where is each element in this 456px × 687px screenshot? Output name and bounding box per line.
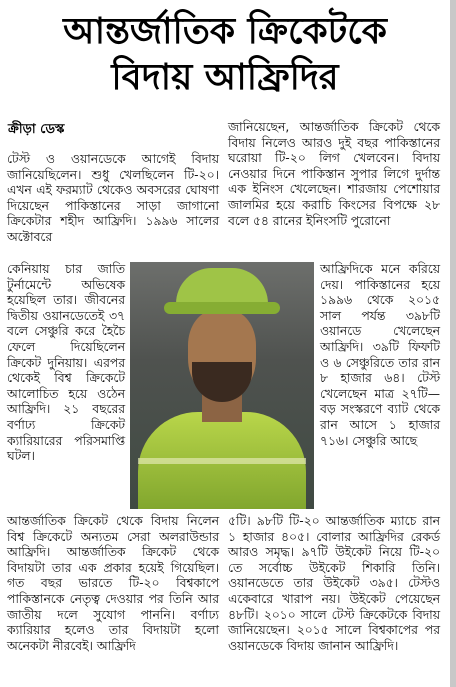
article-right-top xyxy=(228,120,440,229)
article-right-bottom xyxy=(228,514,440,654)
article-paragraph: কেনিয়ায় চার জাতি টুর্নামেন্টে অভিষেক হয়েছিল তার। জীবনের দ্বিতীয় ওয়ানডেতেই ৩৭ বলে সেঞ্চুরি করে হৈচৈ ফেলে দিয়েছিলেন ক্রিকেট দুনিয়ায়। এরপর থেকেই বিশ্ব ক্রিকেটে আলোচিত হয়ে ওঠেন আফ্রিদি। ২১ বছরের বর্ণাঢ্য ক্রিকেট ক্যারিয়ারের পরিসমাপ্তি ঘটল। xyxy=(7,262,125,464)
article-paragraph: জানিয়েছেন, আন্তর্জাতিক ক্রিকেট থেকে বিদায় নিলেও আরও দুই বছর পাকিস্তানের ঘরোয়া টি-২০ লিগ খেলবেন। বিদায় নেওয়ার দিনে পাকিস্তান সুপার লিগে দুর্দান্ত এক ইনিংস খেলেছেন। শারজায় পেশোয়ার জালমির হয়ে করাচি কিংসের বিপক্ষে ২৮ বলে ৫৪ রানের ইনিংসটি পুরোনো xyxy=(228,120,440,228)
article-left-bottom xyxy=(7,514,219,654)
photo-beard xyxy=(192,362,252,402)
article-right-middle xyxy=(320,262,440,449)
page-edge-strip xyxy=(450,0,456,687)
article-paragraph: ৫টি। ৯৮টি টি-২০ আন্তর্জাতিক ম্যাচে রান ১ হাজার ৪০৫। বোলার আফ্রিদির রেকর্ড আরও সমৃদ্ধ। ৯৭টি উইকেট নিয়ে টি-২০ তে সর্বোচ্চ উইকেট শিকারি তিনি। ওয়ানডেতে তার উইকেট ৩৯৫। টেস্টও একেবারে খারাপ নয়। উইকেট পেয়েছেন ৪৮টি। ২০১০ সালে টেস্ট ক্রিকেটকে বিদায় জানিয়েছেন। ২০১৫ সালে বিশ্বকাপের পর ওয়ানডেকে বিদায় জানান আফ্রিদি। xyxy=(228,514,440,653)
article-paragraph: আন্তর্জাতিক ক্রিকেট থেকে বিদায় নিলেন বিশ্ব ক্রিকেটে অন্যতম সেরা অলরাউন্ডার আফ্রিদি। আন্তর্জাতিক ক্রিকেট থেকে বিদায়টা তার এক প্রকার হয়েই গিয়েছিল। গত বছর ভারতে টি-২০ বিশ্বকাপে পাকিস্তানকে নেতৃত্ব দেওয়ার পর তিনি আর জাতীয় দলে সুযোগ পাননি। বর্ণাঢ্য ক্যারিয়ার হলেও তার বিদায়টা হলো অনেকটা নীরবেই। আফ্রিদি xyxy=(7,514,219,653)
article-paragraph: টেস্ট ও ওয়ানডেকে আগেই বিদায় জানিয়েছিলেন। শুধু খেলছিলেন টি-২০। এখন এই ফরম্যাট থেকেও অবসরের ঘোষণা দিয়েছেন পাকিস্তানের সাড়া জাগানো ক্রিকেটার শহীদ আফ্রিদি। ১৯৯৬ সালের অক্টোবরে xyxy=(7,152,219,244)
article-left-top xyxy=(7,152,219,246)
photo-cap-brim xyxy=(164,302,280,314)
article-paragraph: আফ্রিদিকে মনে করিয়ে দেয়। পাকিস্তানের হয়ে ১৯৯৬ থেকে ২০১৫ সাল পর্যন্ত ৩৯৮টি ওয়ানডে খেলেছেন আফ্রিদি। ৩৯টি ফিফটি ও ৬ সেঞ্চুরিতে তার রান ৮ হাজার ৬৪। টেস্ট খেলেছেন মাত্র ২৭টি—বড় সংস্করণে ব্যাট থেকে রান আসে ১ হাজার ৭১৬। সেঞ্চুরি আছে xyxy=(320,262,440,448)
byline: ক্রীড়া ডেস্ক xyxy=(8,122,65,137)
player-photo xyxy=(130,262,314,509)
photo-shirt-stripe xyxy=(138,458,306,464)
article-left-middle xyxy=(7,262,125,465)
headline-line-1: আন্তর্জাতিক ক্রিকেটকে xyxy=(63,11,387,52)
headline-line-2: বিদায় আফ্রিদির xyxy=(111,57,339,98)
